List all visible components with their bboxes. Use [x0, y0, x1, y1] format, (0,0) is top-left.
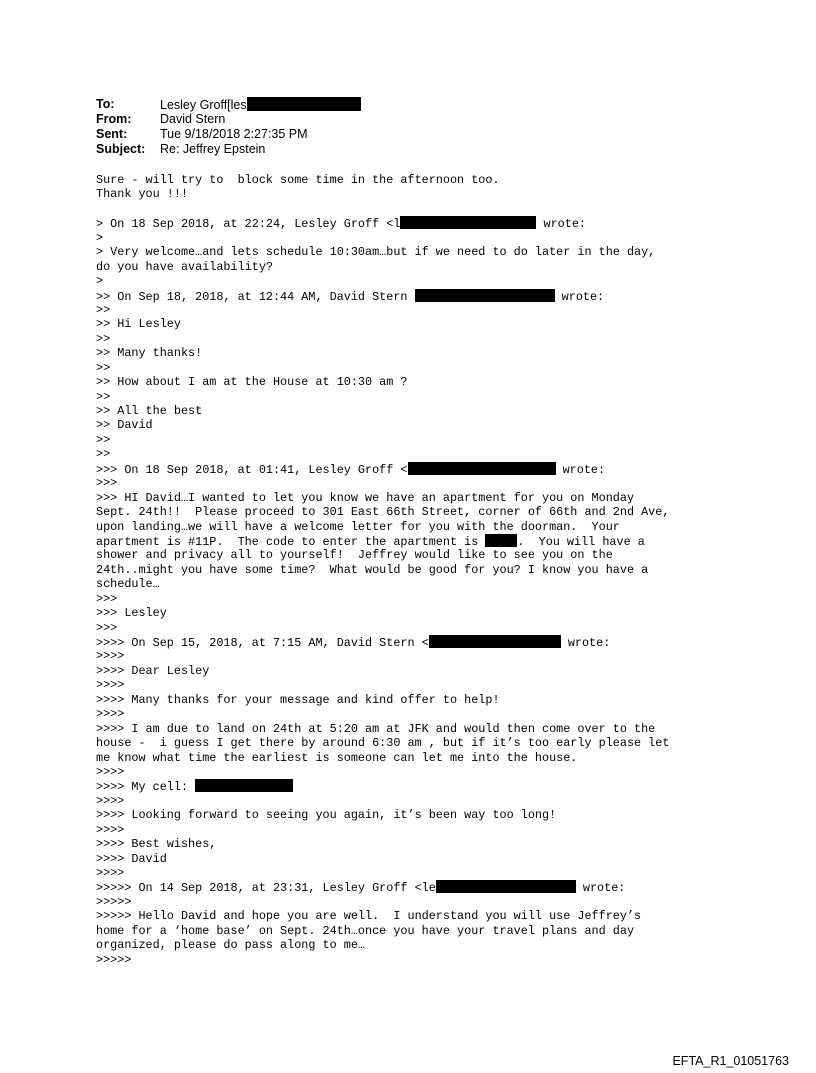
body-line	[96, 909, 669, 923]
body-line	[96, 390, 669, 404]
body-line	[96, 375, 669, 389]
body-line	[96, 317, 669, 331]
body-line	[96, 924, 669, 938]
body-line	[96, 346, 669, 360]
body-line	[96, 895, 669, 909]
body-line	[96, 707, 669, 721]
from-label: From:	[96, 112, 132, 126]
line-text: >>>	[96, 620, 118, 635]
line-text: >>>>>	[96, 894, 132, 909]
line-text: >>>> Dear Lesley	[96, 663, 210, 678]
body-line	[96, 187, 669, 201]
line-text: >>>	[96, 476, 118, 491]
body-line	[96, 202, 669, 216]
body-line	[96, 260, 669, 274]
body-line	[96, 303, 669, 317]
body-line	[96, 953, 669, 967]
body-line	[96, 505, 669, 519]
line-text: >>	[96, 447, 111, 462]
body-line	[96, 664, 669, 678]
line-text: >> How about I am at the House at 10:30 am ?	[96, 375, 408, 390]
line-text: >> David	[96, 418, 153, 433]
body-line	[96, 577, 669, 591]
line-text: >>> On 18 Sep 2018, at 01:41, Lesley Groff <	[96, 462, 408, 477]
body-line	[96, 520, 669, 534]
line-text: apartment is #11P. The code to enter the apartment is	[96, 534, 486, 549]
line-text: >>	[96, 302, 111, 317]
body-line	[96, 649, 669, 663]
body-line	[96, 837, 669, 851]
line-text: >>>> Looking forward to seeing you again, it’s been way too long!	[96, 808, 557, 823]
redaction-block	[247, 97, 361, 111]
to-address: Lesley Groff[les	[160, 98, 247, 112]
line-text: > On 18 Sep 2018, at 22:24, Lesley Groff <l	[96, 217, 401, 232]
body-line	[96, 866, 669, 880]
body-line	[96, 245, 669, 259]
body-line	[96, 491, 669, 505]
line-text: >	[96, 274, 104, 289]
line-text: house - i guess I get there by around 6:30 am , but if it’s too early please let	[96, 736, 670, 751]
body-line	[96, 534, 669, 548]
line-text: upon landing…we will have a welcome letter for you with the doorman. Your	[96, 519, 620, 534]
subject-label: Subject:	[96, 142, 146, 156]
body-line	[96, 693, 669, 707]
line-text: >>> Lesley	[96, 606, 167, 621]
line-text: >>>> Best wishes,	[96, 837, 217, 852]
line-text: schedule…	[96, 577, 160, 592]
body-line	[96, 274, 669, 288]
body-line	[96, 418, 669, 432]
body-line	[96, 332, 669, 346]
email-body	[96, 173, 669, 967]
redaction-block	[415, 289, 555, 302]
line-text: >>>> On Sep 15, 2018, at 7:15 AM, David Stern <	[96, 636, 429, 650]
line-text: >>>>	[96, 866, 125, 880]
line-text: >>>	[96, 591, 118, 606]
line-text: 24th..might you have some time? What would be good for you? I know you have a	[96, 562, 649, 577]
to-value	[160, 97, 361, 113]
line-text: >>>>> Hello David and hope you are well. I understand you will use Jeffrey’s	[96, 909, 642, 924]
body-line	[96, 173, 669, 187]
line-text: Thank you !!!	[96, 187, 189, 202]
redaction-block	[408, 462, 556, 475]
body-line	[96, 433, 669, 447]
from-value: David Stern	[160, 112, 226, 126]
body-line	[96, 635, 669, 649]
body-line	[96, 404, 669, 418]
document-id: EFTA_R1_01051763	[672, 1054, 789, 1068]
line-text: do you have availability?	[96, 259, 273, 274]
line-text-after: . You will have a	[517, 534, 645, 549]
line-text: >> Hi Lesley	[96, 317, 181, 332]
body-line	[96, 852, 669, 866]
redaction-block	[485, 534, 517, 547]
line-text: >>	[96, 432, 111, 447]
body-line	[96, 606, 669, 620]
line-text: >>>>	[96, 822, 125, 837]
line-text: >>>> I am due to land on 24th at 5:20 am at JFK and would then come over to the	[96, 721, 656, 736]
line-text: >>>>>	[96, 952, 132, 967]
body-line	[96, 216, 669, 230]
body-line	[96, 765, 669, 779]
line-text: me know what time the earliest is someone can let me into the house.	[96, 750, 578, 765]
redaction-block	[429, 635, 561, 648]
body-line	[96, 231, 669, 245]
body-line	[96, 808, 669, 822]
line-text: >>>>	[96, 764, 125, 779]
line-text: >>>>	[96, 649, 125, 664]
redaction-block	[195, 779, 293, 792]
line-text: >>>> Many thanks for your message and kind offer to help!	[96, 692, 500, 707]
line-text: home for a ‘home base’ on Sept. 24th…once you have your travel plans and day	[96, 923, 635, 938]
body-line	[96, 794, 669, 808]
line-text-after: wrote:	[575, 881, 626, 896]
line-text: organized, please do pass along to me…	[96, 938, 366, 953]
subject-value: Re: Jeffrey Epstein	[160, 142, 266, 156]
line-text: >>>>> On 14 Sep 2018, at 23:31, Lesley Groff <le	[96, 881, 436, 896]
line-text-after: wrote:	[560, 636, 611, 650]
body-line	[96, 621, 669, 635]
line-text: >>	[96, 360, 111, 375]
line-text: >	[96, 230, 104, 245]
redaction-block	[400, 216, 536, 229]
body-line	[96, 476, 669, 490]
redaction-block	[436, 880, 576, 893]
line-text: >>>>	[96, 707, 125, 722]
sent-label: Sent:	[96, 127, 128, 141]
line-text-after: wrote:	[536, 217, 586, 232]
body-line	[96, 361, 669, 375]
line-text-after: wrote:	[554, 289, 605, 304]
line-text: >>> HI David…I wanted to let you know we have an apartment for you on Monday	[96, 490, 635, 505]
line-text: >> All the best	[96, 404, 203, 418]
line-text: >>	[96, 389, 111, 404]
body-line	[96, 678, 669, 692]
line-text: >>>>	[96, 793, 125, 808]
sent-value: Tue 9/18/2018 2:27:35 PM	[160, 127, 308, 141]
line-text: >> Many thanks!	[96, 346, 203, 361]
body-line	[96, 447, 669, 461]
line-text: Sure - will try to block some time in the afternoon too.	[96, 173, 500, 187]
line-text: >>	[96, 331, 111, 346]
body-line	[96, 938, 669, 952]
body-line	[96, 548, 669, 562]
to-label: To:	[96, 97, 115, 111]
body-line	[96, 823, 669, 837]
line-text: Sept. 24th!! Please proceed to 301 East 66th Street, corner of 66th and 2nd Ave,	[96, 505, 670, 520]
line-text: >> On Sep 18, 2018, at 12:44 AM, David Stern	[96, 289, 415, 304]
line-text: > Very welcome…and lets schedule 10:30am…but if we need to do later in the day,	[96, 245, 656, 260]
body-line	[96, 592, 669, 606]
body-line	[96, 751, 669, 765]
line-text: >>>> My cell:	[96, 780, 196, 795]
body-line	[96, 779, 669, 793]
line-text: shower and privacy all to yourself! Jeffrey would like to see you on the	[96, 548, 613, 563]
body-line	[96, 880, 669, 894]
line-text: >>>> David	[96, 851, 167, 866]
body-line	[96, 736, 669, 750]
body-line	[96, 289, 669, 303]
body-line	[96, 722, 669, 736]
line-text: >>>>	[96, 678, 125, 693]
line-text-after: wrote:	[555, 462, 606, 477]
body-line	[96, 563, 669, 577]
body-line	[96, 462, 669, 476]
